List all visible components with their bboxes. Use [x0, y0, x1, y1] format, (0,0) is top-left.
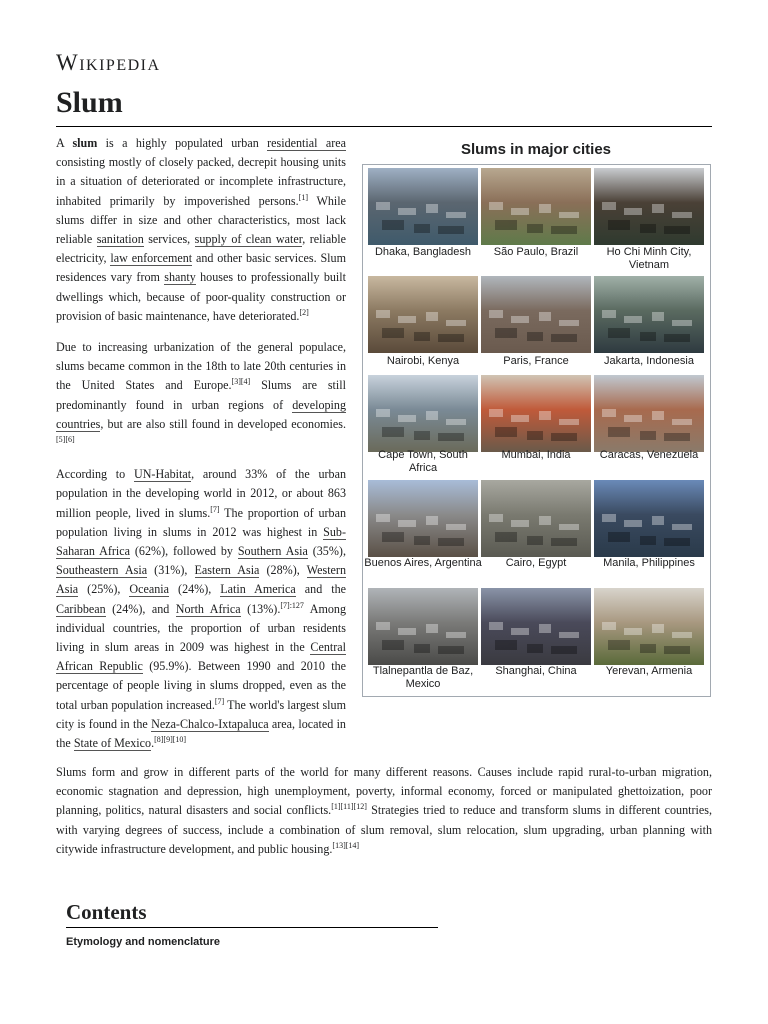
paragraph-4 [56, 763, 712, 859]
ref-1[interactable]: [1] [298, 192, 308, 202]
text: Strategies tried to reduce and transform slums in different countries, with varying degrees of success, include a combination of slum removal, slum relocation, slum upgrading, urban planning with citywide infrastructure development, and public housing. [56, 803, 712, 856]
gallery-caption: São Paulo, Brazil [493, 246, 579, 258]
link-law-enforcement[interactable]: law enforcement [110, 251, 193, 266]
text: Due to increasing urbanization of the general populace, slums became common in the 18th to late 20th centuries in the United States and Europe. [56, 340, 346, 393]
text: area, located in the [56, 716, 346, 751]
text: (28%), [259, 563, 307, 578]
text: Among individual countries, the proportion of urban residents living in slum areas in 2009 was highest in the [56, 601, 346, 655]
link-sanitation[interactable]: sanitation [96, 232, 144, 247]
text: is a highly populated urban [97, 136, 268, 150]
link-residential-area[interactable]: residential area [267, 136, 346, 150]
text: (24%), [169, 582, 221, 597]
gallery-caption: Tlalnepantla de Baz, Mexico [372, 665, 474, 690]
intro-column [56, 134, 346, 753]
city-photo[interactable] [481, 375, 591, 452]
link-north-africa[interactable]: North Africa [175, 601, 241, 616]
ref-1-11-12[interactable]: [1][11][12] [331, 802, 367, 812]
page-title: Slum [56, 86, 123, 119]
text: (35%), [307, 544, 346, 559]
link-neza-chalco-ixtapaluca[interactable]: Neza-Chalco-Ixtapaluca [151, 716, 269, 731]
link-eastern-asia[interactable]: Eastern Asia [194, 563, 260, 578]
city-photo[interactable] [481, 168, 591, 245]
link-shanty[interactable]: shanty [164, 270, 196, 285]
text: The world's largest slum city is found in the [56, 697, 346, 731]
city-photo[interactable] [368, 480, 478, 557]
link-developing-countries[interactable]: developing countries [56, 397, 346, 431]
wikipedia-logo[interactable]: Wikipedia [56, 50, 161, 75]
text: Slums are still predominantly found in urban regions of [56, 378, 346, 412]
city-photo[interactable] [594, 480, 704, 557]
gallery-caption: Dhaka, Bangladesh [374, 246, 471, 258]
bold-term: slum [72, 136, 98, 150]
text: (24%), and [105, 601, 176, 616]
gallery-title: Slums in major cities [460, 141, 612, 158]
city-photo[interactable] [481, 276, 591, 353]
text: (25%), [78, 582, 130, 597]
gallery-caption: Nairobi, Kenya [386, 355, 460, 367]
gallery-caption: Paris, France [503, 355, 569, 367]
text: , reliable electricity, [56, 232, 346, 266]
link-oceania[interactable]: Oceania [129, 582, 170, 597]
city-photo[interactable] [594, 588, 704, 665]
gallery-caption: Shanghai, China [495, 665, 577, 677]
link-southern-asia[interactable]: Southern Asia [237, 544, 308, 559]
link-state-of-mexico[interactable]: State of Mexico [73, 736, 152, 751]
text: and the [295, 582, 347, 597]
text: The proportion of urban population living in slums in 2012 was highest in [56, 505, 346, 539]
gallery-caption: Cairo, Egypt [505, 557, 567, 569]
city-photo[interactable] [368, 375, 478, 452]
text: houses to professionally built dwellings which, because of poor-quality construction or provision of basic maintenance, have deteriorated. [56, 270, 346, 323]
gallery-caption: Caracas, Venezuela [599, 449, 699, 461]
gallery-caption: Mumbai, India [501, 449, 571, 461]
gallery-caption: Ho Chi Minh City, Vietnam [606, 246, 692, 271]
city-photo[interactable] [368, 168, 478, 245]
link-central-african-republic[interactable]: Central African Republic [56, 640, 346, 674]
text: consisting mostly of closely packed, decrepit housing units in a situation of deteriorated or incomplete infrastructure, inhabited primarily by impoverished persons. [56, 155, 346, 208]
link-latin-america[interactable]: Latin America [220, 582, 296, 597]
ref-13-14[interactable]: [13][14] [332, 840, 360, 850]
text: , around 33% of the urban population in the developing world in 2012, or about 863 million people, lived in slums. [56, 467, 346, 520]
title-divider [56, 126, 712, 127]
city-photo[interactable] [594, 168, 704, 245]
gallery-caption: Jakarta, Indonesia [604, 355, 694, 367]
ref-7-127[interactable]: [7]:127 [280, 600, 304, 610]
text: Slums form and grow in different parts of the world for many different reasons. Causes include rapid rural-to-urban migration, economic stagnation and depression, high unemployment, poverty, informal economy, forced or manipulated ghettoization, poor planning, politics, natural disasters and social conflicts. [56, 765, 712, 818]
contents-item-etymology[interactable]: Etymology and nomenclature [66, 936, 221, 948]
contents-divider [66, 927, 438, 928]
text: According to [56, 467, 134, 482]
city-photo[interactable] [481, 588, 591, 665]
text: While slums differ in size and other characteristics, most lack reliable [56, 193, 347, 247]
text: services, [143, 232, 195, 247]
link-clean-water[interactable]: supply of clean water [194, 232, 303, 247]
ref-5-6[interactable]: [5][6] [56, 435, 75, 445]
text: (31%), [147, 563, 195, 578]
city-photo[interactable] [594, 276, 704, 353]
ref-7[interactable]: [7] [210, 504, 220, 514]
slum-gallery [362, 164, 711, 697]
city-photo[interactable] [368, 276, 478, 353]
text: , but are also still found in developed economies. [100, 416, 346, 431]
text: (95.9%). Between 1990 and 2010 the percentage of people living in slums dropped, even as the total urban population increased. [56, 659, 346, 712]
text: . [151, 736, 155, 751]
contents-heading: Contents [66, 900, 147, 924]
link-un-habitat[interactable]: UN-Habitat [133, 467, 192, 482]
gallery-caption: Yerevan, Armenia [605, 665, 693, 677]
paragraph-2 [56, 338, 346, 453]
link-caribbean[interactable]: Caribbean [56, 601, 106, 616]
gallery-caption: Buenos Aires, Argentina [364, 557, 482, 569]
ref-7b[interactable]: [7] [214, 696, 225, 706]
text: (13%). [240, 601, 281, 616]
text: (62%), followed by [130, 544, 238, 559]
paragraph-1 [56, 134, 346, 326]
city-photo[interactable] [368, 588, 478, 665]
city-photo[interactable] [594, 375, 704, 452]
ref-8-10[interactable]: [8][9][10] [154, 735, 187, 745]
link-western-asia[interactable]: Western Asia [56, 563, 346, 597]
gallery-caption: Manila, Philippines [603, 557, 695, 569]
link-sub-saharan-africa[interactable]: Sub-Saharan Africa [56, 524, 346, 559]
text: and other basic services. Slum residences vary from [56, 251, 346, 285]
gallery-caption: Cape Town, South Africa [378, 449, 468, 474]
paragraph-3-start [56, 465, 346, 753]
ref-2[interactable]: [2] [299, 307, 309, 317]
link-southeastern-asia[interactable]: Southeastern Asia [56, 563, 148, 578]
ref-3-4[interactable]: [3][4] [231, 377, 251, 387]
city-photo[interactable] [481, 480, 591, 557]
text: A [56, 136, 73, 150]
